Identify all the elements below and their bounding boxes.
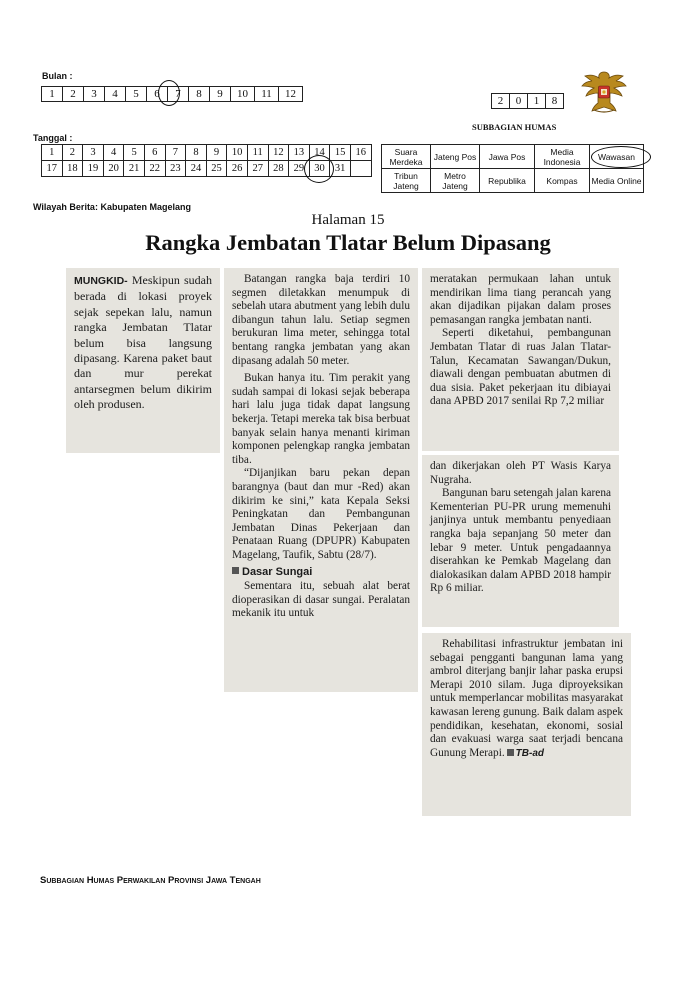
month-cell: 2 <box>63 87 84 102</box>
media-cell: Media Indonesia <box>535 145 590 169</box>
column-3a-paragraph: Seperti diketahui, pembangunan Jembatan Tlatar di ruas Jalan Tlatar-Talun, Kecamatan Sawangan/Dukun, diawali dengan pembuatan abutmen di dua sisia. Paket pekerjaan itu dibiayai dana APBD 2017 senilai Rp 7,2 miliar <box>430 327 611 408</box>
date-cell: 9 <box>206 145 227 161</box>
column-1-text: Meskipun sudah berada di lokasi proyek sejak sepekan lalu, namun rangka Jembatan Tlatar belum bisa langsung dipasang. Karena paket baut dan mur perekat antarsegmen belum dikirim oleh produsen. <box>74 273 212 412</box>
month-cell: 8 <box>189 87 210 102</box>
month-cell: 4 <box>105 87 126 102</box>
month-cell: 12 <box>279 87 303 102</box>
date-cell: 10 <box>227 145 248 161</box>
month-cell: 9 <box>210 87 231 102</box>
media-cell: Suara Merdeka <box>382 145 431 169</box>
media-cell: Metro Jateng <box>431 169 480 193</box>
month-cell: 11 <box>255 87 279 102</box>
subheading <box>232 566 410 580</box>
month-cell: 10 <box>231 87 255 102</box>
end-mark-icon <box>507 749 514 756</box>
article-column-3a <box>422 268 619 451</box>
date-cell: 11 <box>247 145 268 161</box>
month-cell: 3 <box>84 87 105 102</box>
date-cell: 21 <box>124 161 145 177</box>
column-3b-paragraph: Bangunan baru setengah jalan karena Kementerian PU-PR urung memenuhi janjinya untuk membantu penyediaan rangka baja sepanjang 50 meter dan lebar 9 meter. Untuk pengadaannya diserahkan ke Pemkab Magelang dan dialokasikan dalam APBD 2018 hampir Rp 6 miliar. <box>430 487 611 595</box>
date-cell: 6 <box>144 145 165 161</box>
month-cell: 1 <box>42 87 63 102</box>
selected-media-circle <box>591 146 651 168</box>
selected-date-circle <box>304 155 334 183</box>
column-3a-paragraph: meratakan permukaan lahan untuk mendirikan lima tiang perancah yang akan dijadikan pijakan dalam proses pemasangan rangka jembatan nanti. <box>430 273 611 326</box>
subheading-text: Dasar Sungai <box>242 566 313 579</box>
author-signature: TB-ad <box>515 747 545 759</box>
column-2-paragraph: “Dijanjikan baru pekan depan barangnya (baut dan mur -Red) akan dikirim ke sini,” kata Kepala Seksi Peningkatan dan Pembangunan Jembatan Dinas Pekerjaan dan Penataan Ruang (DPUPR) Kabupaten Magelang, Taufik, Sabtu (28/7). <box>232 467 410 561</box>
article-column-3b <box>422 455 619 627</box>
media-cell: Republika <box>480 169 535 193</box>
date-cell: 25 <box>206 161 227 177</box>
year-digit: 0 <box>510 94 528 109</box>
headline: Rangka Jembatan Tlatar Belum Dipasang <box>145 230 551 255</box>
date-cell: 4 <box>103 145 124 161</box>
date-cell: 7 <box>165 145 186 161</box>
date-cell: 14 <box>309 145 330 161</box>
department-label: SUBBAGIAN HUMAS <box>472 122 557 132</box>
page-label: Halaman 15 <box>311 212 385 228</box>
media-cell: Tribun Jateng <box>382 169 431 193</box>
column-2-paragraph: Bukan hanya itu. Tim perakit yang sudah sampai di lokasi sejak beberapa hari lalu juga tidak dapat langsung bekerja. Tetapi mereka tak bisa berbuat banyak selain hanya menanti kiriman komponen pelengkap rangka jembatan tiba. <box>232 372 410 466</box>
garuda-emblem-icon <box>579 66 629 116</box>
year-digit: 2 <box>492 94 510 109</box>
date-cell: 26 <box>227 161 248 177</box>
date-cell: 22 <box>144 161 165 177</box>
article-column-1 <box>66 268 220 453</box>
column-3c-text: Rehabilitasi infrastruktur jembatan ini sebagai pengganti bangunan lama yang ambrol diterjang banjir lahar paska erupsi Merapi 2010 silam. Juga diproyeksikan untuk memperlancar mobilitas masyarakat kawasan lereng gunung. Baik dalam aspek pendidikan, kesehatan, ekonomi, sosial dan evakuasi warga saat terjadi bencana Gunung Merapi. <box>430 638 623 759</box>
column-3c-paragraph <box>430 638 623 760</box>
month-cell-selected: 7 <box>168 87 189 102</box>
date-cell: 19 <box>83 161 104 177</box>
date-cell: 18 <box>62 161 83 177</box>
column-2-paragraph: Sementara itu, sebuah alat berat dioperasikan di dasar sungai. Peralatan mekanik itu untuk <box>232 580 410 620</box>
date-cell: 15 <box>330 145 351 161</box>
month-cell: 6 <box>147 87 168 102</box>
date-cell: 17 <box>42 161 63 177</box>
region-label: Wilayah Berita: Kabupaten Magelang <box>33 202 191 212</box>
date-cell: 2 <box>62 145 83 161</box>
article-column-3c <box>422 633 631 816</box>
date-cell: 29 <box>289 161 310 177</box>
date-cell: 3 <box>83 145 104 161</box>
year-digit: 1 <box>528 94 546 109</box>
media-cell: Media Online <box>590 169 644 193</box>
article-column-2 <box>224 268 418 692</box>
month-label: Bulan : <box>42 71 73 81</box>
selected-month-circle <box>158 80 180 106</box>
date-cell: 1 <box>42 145 63 161</box>
date-cell: 31 <box>330 161 351 177</box>
date-cell: 16 <box>350 145 371 161</box>
month-cell: 5 <box>126 87 147 102</box>
media-cell: Jateng Pos <box>431 145 480 169</box>
year-grid <box>491 93 564 109</box>
date-cell: 28 <box>268 161 289 177</box>
year-digit: 8 <box>546 94 564 109</box>
media-cell: Kompas <box>535 169 590 193</box>
date-cell <box>350 161 371 177</box>
media-cell-selected: Wawasan <box>590 145 644 169</box>
date-cell: 27 <box>247 161 268 177</box>
column-2-paragraph: Batangan rangka baja terdiri 10 segmen diletakkan menumpuk di sebelah utara abutment yang lebih dulu dibangun tahun lalu. Setiap segmen berukuran lima meter, sehingga total bentang rangka jembatan yang akan dipasang adalah 50 meter. <box>232 273 410 367</box>
date-cell: 13 <box>289 145 310 161</box>
date-cell: 20 <box>103 161 124 177</box>
date-label: Tanggal : <box>33 133 73 143</box>
date-cell: 8 <box>186 145 207 161</box>
dateline: MUNGKID- <box>74 275 128 287</box>
date-cell: 23 <box>165 161 186 177</box>
date-cell-selected: 30 <box>309 161 330 177</box>
date-cell: 5 <box>124 145 145 161</box>
date-cell: 12 <box>268 145 289 161</box>
column-3b-paragraph: dan dikerjakan oleh PT Wasis Karya Nugraha. <box>430 460 611 486</box>
media-cell: Jawa Pos <box>480 145 535 169</box>
square-bullet-icon <box>232 567 239 574</box>
column-1-paragraph <box>74 273 212 413</box>
footer-text: Subbagian Humas Perwakilan Provinsi Jawa Tengah <box>40 875 261 886</box>
date-cell: 24 <box>186 161 207 177</box>
